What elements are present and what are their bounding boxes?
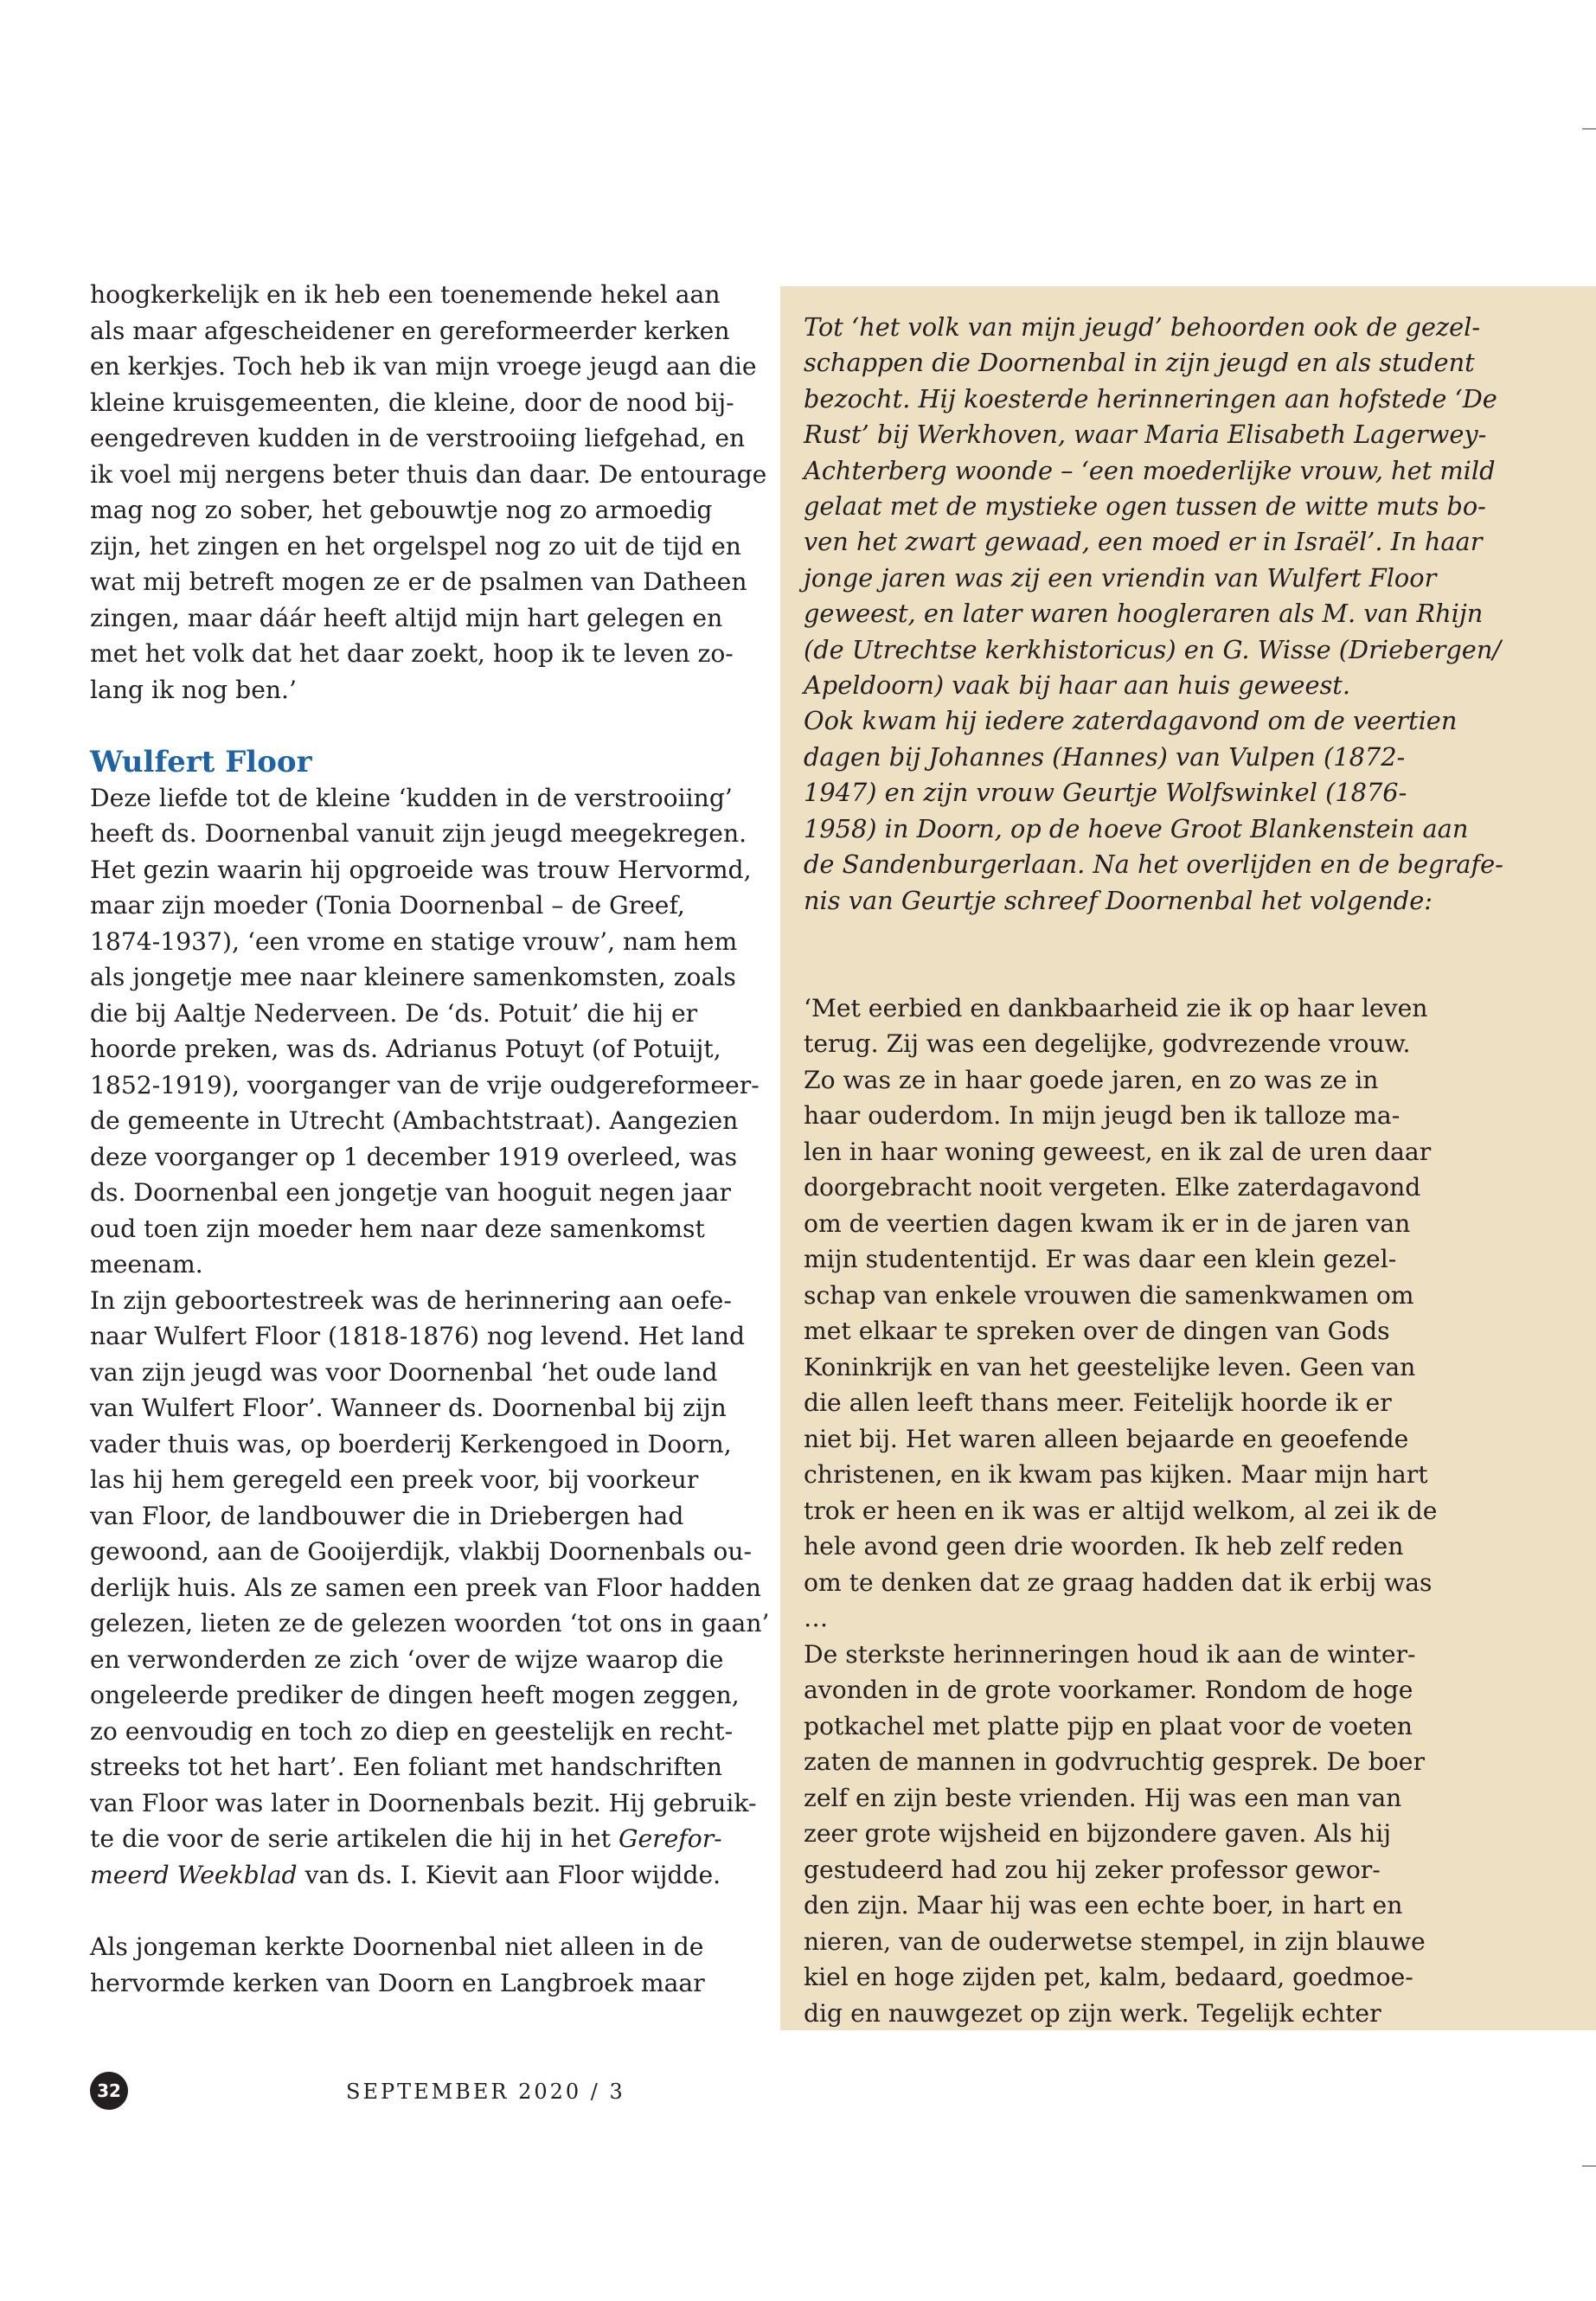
text-line: ongeleerde prediker de dingen heeft mogen zeggen, <box>90 1681 740 1709</box>
paragraph-jongeman <box>90 1929 734 2001</box>
text-line: Koninkrijk en van het geestelijke leven. Geen van <box>804 1352 1416 1381</box>
text-line: naar Wulfert Floor (1818-1876) nog levend. Het land <box>90 1322 746 1350</box>
paragraph-wulfert-floor <box>90 780 770 1894</box>
text-line: dagen bij Johannes (Hannes) van Vulpen (1872- <box>804 741 1406 772</box>
text-line: van Wulfert Floor’. Wanneer ds. Doornenbal bij zijn <box>90 1394 727 1422</box>
text-line: haar ouderdom. In mijn jeugd ben ik talloze ma- <box>804 1101 1401 1131</box>
text-line: als maar afgescheidener en gereformeerder kerken <box>90 316 730 345</box>
crop-mark-bottom <box>1582 2165 1596 2167</box>
paragraph-quote-end <box>90 277 767 708</box>
text-line: avonden in de grote voorkamer. Rondom de hoge <box>804 1676 1413 1705</box>
italic-title: meerd Weekblad <box>90 1860 298 1889</box>
text-line: heeft ds. Doornenbal vanuit zijn jeugd meegekregen. <box>90 819 747 848</box>
text-line: om te denken dat ze graag hadden dat ik erbij was <box>804 1567 1433 1597</box>
text-line: kleine kruisgemeenten, die kleine, door de nood bij- <box>90 388 734 417</box>
text-line: van Floor was later in Doornenbals bezit. Hij gebruik- <box>90 1788 757 1817</box>
text-line: ik voel mij nergens beter thuis dan daar. De entourage <box>90 459 767 489</box>
text-line: deze voorganger op 1 december 1919 overleed, was <box>90 1142 738 1171</box>
text-line: In zijn geboortestreek was de herinnering aan oefe- <box>90 1285 732 1315</box>
text-line: trok er heen en ik was er altijd welkom, al zei ik de <box>804 1496 1438 1525</box>
text-line: zeer grote wijsheid en bijzondere gaven. Als hij <box>804 1819 1391 1849</box>
text-line: als jongetje mee naar kleinere samenkomsten, zoals <box>90 963 736 991</box>
left-column <box>90 277 770 2001</box>
text-line: mijn studententijd. Er was daar een klein gezel- <box>804 1245 1397 1274</box>
text-line: ‘Met eerbied en dankbaarheid zie ik op haar leven <box>804 993 1428 1022</box>
text-line-mixed <box>90 1857 734 1894</box>
text-line: 1852-1919), voorganger van de vrije oudgereformeer- <box>90 1070 760 1099</box>
text-line: (de Utrechtse kerkhistoricus) en G. Wisse (Driebergen/ <box>804 634 1502 664</box>
text-line: jonge jaren was zij een vriendin van Wulfert Floor <box>804 562 1437 593</box>
text-line: vader thuis was, op boerderij Kerkengoed in Doorn, <box>90 1429 732 1458</box>
text-line: lang ik nog ben.’ <box>90 675 297 704</box>
text-line: Apeldoorn) vaak bij haar aan huis geweest. <box>804 670 1351 701</box>
text-line: met het volk dat het daar zoekt, hoop ik te leven zo- <box>90 639 734 668</box>
text-line: oud toen zijn moeder hem naar deze samenkomst <box>90 1214 705 1243</box>
text-line: van Floor, de landbouwer die in Driebergen had <box>90 1501 684 1530</box>
text-line: nieren, van de ouderwetse stempel, in zijn blauwe <box>804 1926 1426 1956</box>
sidebar-intro <box>804 310 1582 919</box>
text-line: niet bij. Het waren alleen bejaarde en geoefende <box>804 1424 1409 1453</box>
text-line: den zijn. Maar hij was een echte boer, in hart en <box>804 1891 1403 1920</box>
text-line: de Sandenburgerlaan. Na het overlijden en de begrafe- <box>804 849 1503 880</box>
text-segment: te die voor de serie artikelen die hij in het <box>90 1824 619 1853</box>
text-line: gelezen, lieten ze de gelezen woorden ‘tot ons in gaan’ <box>90 1609 770 1638</box>
text-line: die allen leeft thans meer. Feitelijk hoorde ik er <box>804 1388 1392 1418</box>
text-line: len in haar woning geweest, en ik zal de uren daar <box>804 1137 1432 1166</box>
text-line: zaten de mannen in godvruchtig gesprek. De boer <box>804 1747 1425 1777</box>
text-line: schap van enkele vrouwen die samenkwamen om <box>804 1280 1414 1310</box>
text-line: de gemeente in Utrecht (Ambachtstraat). Aangezien <box>90 1106 739 1135</box>
text-segment: van ds. I. Kievit aan Floor wijdde. <box>297 1860 721 1889</box>
text-line: kiel en hoge zijden pet, kalm, bedaard, goedmoe- <box>804 1963 1413 1992</box>
text-line: Het gezin waarin hij opgroeide was trouw Hervormd, <box>90 855 752 884</box>
text-line: las hij hem geregeld een preek voor, bij voorkeur <box>90 1465 699 1494</box>
text-line: van zijn jeugd was voor Doornenbal ‘het oude land <box>90 1357 718 1387</box>
text-line: Deze liefde tot de kleine ‘kudden in de verstrooiing’ <box>90 783 733 812</box>
text-line: Zo was ze in haar goede jaren, en zo was ze in <box>804 1065 1379 1094</box>
text-line: wat mij betreft mogen ze er de psalmen van Datheen <box>90 567 747 596</box>
text-line: mag nog zo sober, het gebouwtje nog zo armoedig <box>90 496 713 524</box>
text-line: gewoond, aan de Gooijerdijk, vlakbij Doornenbals ou- <box>90 1537 753 1566</box>
text-line: met elkaar te spreken over de dingen van Gods <box>804 1317 1390 1346</box>
text-line: meenam. <box>90 1250 203 1279</box>
text-line: … <box>804 1604 829 1633</box>
text-line: potkachel met platte pijp en plaat voor de voeten <box>804 1711 1413 1740</box>
text-line: 1958) in Doorn, op de hoeve Groot Blankenstein aan <box>804 813 1469 843</box>
text-line: Ook kwam hij iedere zaterdagavond om de veertien <box>804 706 1458 736</box>
text-line: gestudeerd had zou hij zeker professor gewor- <box>804 1855 1381 1884</box>
text-line: De sterkste herinneringen houd ik aan de winter- <box>804 1639 1416 1669</box>
text-line: christenen, en ik kwam pas kijken. Maar mijn hart <box>804 1460 1428 1490</box>
text-line: 1874-1937), ‘een vrome en statige vrouw’, nam hem <box>90 926 738 956</box>
text-line: schappen die Doornenbal in zijn jeugd en als student <box>804 348 1475 378</box>
text-line: eengedreven kudden in de verstrooiing liefgehad, en <box>90 424 746 452</box>
text-line: 1947) en zijn vrouw Geurtje Wolfswinkel (1876- <box>804 778 1407 808</box>
text-line: zijn, het zingen en het orgelspel nog zo uit de tijd en <box>90 531 741 561</box>
text-line: om de veertien dagen kwam ik er in de jaren van <box>804 1208 1411 1238</box>
text-line: hoorde preken, was ds. Adrianus Potuyt (of Potuijt, <box>90 1035 721 1063</box>
text-line: ven het zwart gewaad, een moed er in Israël’. In haar <box>804 527 1483 557</box>
text-line: dig en nauwgezet op zijn werk. Tegelijk echter <box>804 1998 1381 2028</box>
page-number-badge: 32 <box>90 2072 128 2110</box>
text-line: maar zijn moeder (Tonia Doornenbal – de Greef, <box>90 891 685 920</box>
text-line: Rust’ bij Werkhoven, waar Maria Elisabeth Lagerwey- <box>804 420 1487 450</box>
sidebar-box <box>780 286 1596 2030</box>
text-line-mixed <box>90 1821 734 1857</box>
text-line: zelf en zijn beste vrienden. Hij was een man van <box>804 1783 1402 1812</box>
text-line: die bij Aaltje Nederveen. De ‘ds. Potuit’ die hij er <box>90 998 698 1028</box>
footer <box>90 2072 128 2110</box>
section-heading: Wulfert Floor <box>90 744 312 779</box>
text-line: hele avond geen drie woorden. Ik heb zelf reden <box>804 1532 1404 1561</box>
text-line: nis van Geurtje schreef Doornenbal het volgende: <box>804 885 1433 915</box>
text-line: geweest, en later waren hoogleraren als M. van Rhijn <box>804 599 1484 629</box>
crop-mark-top <box>1582 128 1596 130</box>
text-line: Als jongeman kerkte Doornenbal niet alleen in de <box>90 1932 704 1961</box>
text-line: zo eenvoudig en toch zo diep en geestelijk en recht- <box>90 1716 734 1746</box>
italic-title: Gerefor- <box>618 1824 722 1853</box>
issue-label: SEPTEMBER 2020 / 3 <box>346 2080 625 2104</box>
text-line: en verwonderden ze zich ‘over de wijze waarop die <box>90 1644 724 1674</box>
text-line: doorgebracht nooit vergeten. Elke zaterdagavond <box>804 1173 1421 1202</box>
text-line: hoogkerkelijk en ik heb een toenemende hekel aan <box>90 280 721 309</box>
text-line: hervormde kerken van Doorn en Langbroek maar <box>90 1968 705 1997</box>
text-line: Achterberg woonde – ‘een moederlijke vrouw, het mild <box>804 455 1496 485</box>
text-line: en kerkjes. Toch heb ik van mijn vroege jeugd aan die <box>90 352 757 381</box>
sidebar-quote <box>804 990 1582 2032</box>
text-line: gelaat met de mystieke ogen tussen de witte muts bo- <box>804 491 1486 522</box>
text-line: streeks tot het hart’. Een foliant met handschriften <box>90 1753 722 1781</box>
text-line: Tot ‘het volk van mijn jeugd’ behoorden ook de gezel- <box>804 312 1481 342</box>
text-line: zingen, maar dáár heeft altijd mijn hart gelegen en <box>90 603 723 632</box>
text-line: bezocht. Hij koesterde herinneringen aan hofstede ‘De <box>804 383 1497 413</box>
text-line: derlijk huis. Als ze samen een preek van Floor hadden <box>90 1573 761 1602</box>
text-line: terug. Zij was een degelijke, godvrezende vrouw. <box>804 1029 1411 1059</box>
text-line: ds. Doornenbal een jongetje van hooguit negen jaar <box>90 1178 731 1207</box>
